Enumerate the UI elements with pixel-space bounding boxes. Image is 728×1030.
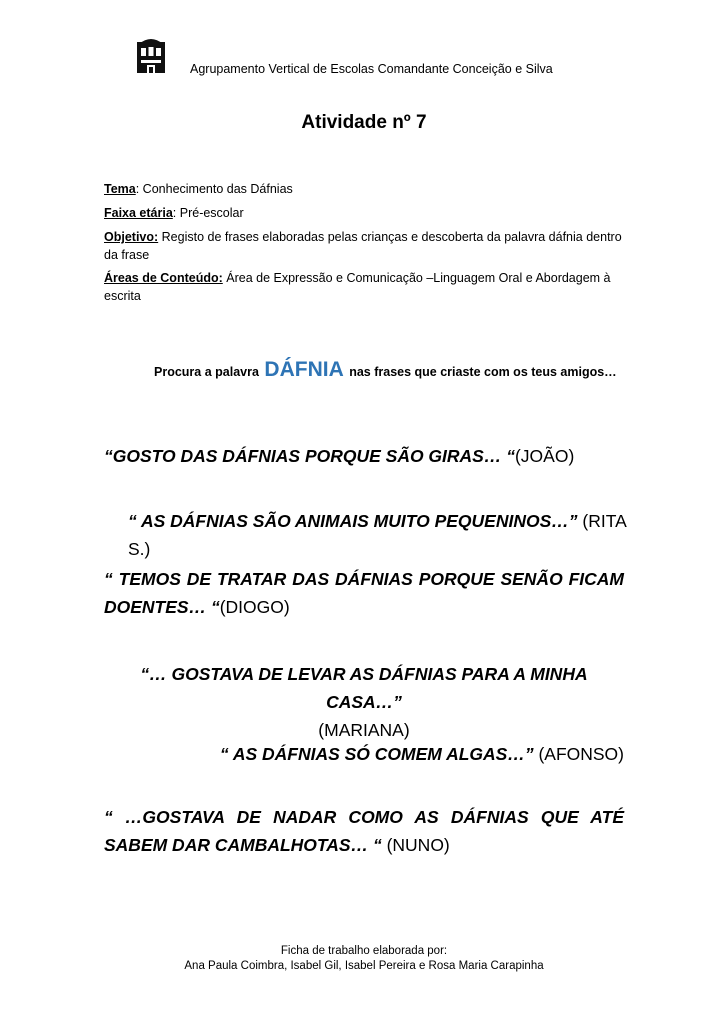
objetivo-line: [104, 228, 634, 264]
sentence-diogo: [104, 565, 624, 621]
prompt-word: DÁFNIA: [264, 358, 344, 381]
tema-line: [104, 180, 634, 198]
sentence-author: (AFONSO): [533, 744, 624, 764]
sentence-joao: [104, 442, 624, 470]
sentence-author: (RITA S.): [128, 511, 626, 559]
sentence-author: (JOÃO): [514, 446, 575, 466]
tema-label: Tema: [104, 182, 136, 196]
sentence-mariana: [104, 660, 624, 744]
prompt-after: nas frases que criaste com os teus amigos…: [345, 365, 617, 379]
objetivo-label: Objetivo:: [104, 230, 159, 244]
instruction-prompt: [154, 358, 617, 382]
footer-authors: Ana Paula Coimbra, Isabel Gil, Isabel Pereira e Rosa Maria Carapinha: [184, 960, 544, 972]
sentence-quote: “ TEMOS DE TRATAR DAS DÁFNIAS PORQUE SENÃO FICAM DOENTES… “: [104, 569, 624, 617]
areas-line: [104, 269, 634, 305]
footer-credit-heading: Ficha de trabalho elaborada por:: [280, 945, 448, 957]
sentence-author: (MARIANA): [318, 720, 410, 740]
sentence-author: (NUNO): [381, 835, 450, 855]
sentence-quote: “GOSTO DAS DÁFNIAS PORQUE SÃO GIRAS… “: [104, 446, 515, 466]
faixa-line: [104, 204, 634, 222]
sentence-nuno: [104, 803, 624, 859]
school-crest-icon: [136, 34, 166, 74]
areas-value: Área de Expressão e Comunicação –Linguagem Oral e Abordagem à escrita: [104, 271, 611, 303]
prompt-before: Procura a palavra: [154, 365, 263, 379]
faixa-value: : Pré-escolar: [172, 206, 244, 220]
tema-value: : Conhecimento das Dáfnias: [135, 182, 293, 196]
sentence-quote: “ AS DÁFNIAS SÓ COMEM ALGAS…”: [219, 744, 534, 764]
sentence-quote: “… GOSTAVA DE LEVAR AS DÁFNIAS PARA A MINHA CASA…”: [140, 664, 588, 712]
page-title: Atividade nº 7: [301, 112, 427, 133]
sentence-afonso: [104, 740, 624, 768]
school-name: Agrupamento Vertical de Escolas Comandante Conceição e Silva: [190, 62, 553, 76]
objetivo-value: Registo de frases elaboradas pelas crianças e descoberta da palavra dáfnia dentro da frase: [104, 230, 622, 262]
sentence-quote: “ AS DÁFNIAS SÃO ANIMAIS MUITO PEQUENINOS…”: [128, 511, 578, 531]
areas-label: Áreas de Conteúdo:: [104, 271, 223, 285]
sentence-quote: “ …GOSTAVA DE NADAR COMO AS DÁFNIAS QUE ATÉ SABEM DAR CAMBALHOTAS… “: [104, 807, 624, 855]
faixa-label: Faixa etária: [104, 206, 173, 220]
sentence-rita: [128, 507, 628, 563]
sentence-author: (DIOGO): [219, 597, 290, 617]
